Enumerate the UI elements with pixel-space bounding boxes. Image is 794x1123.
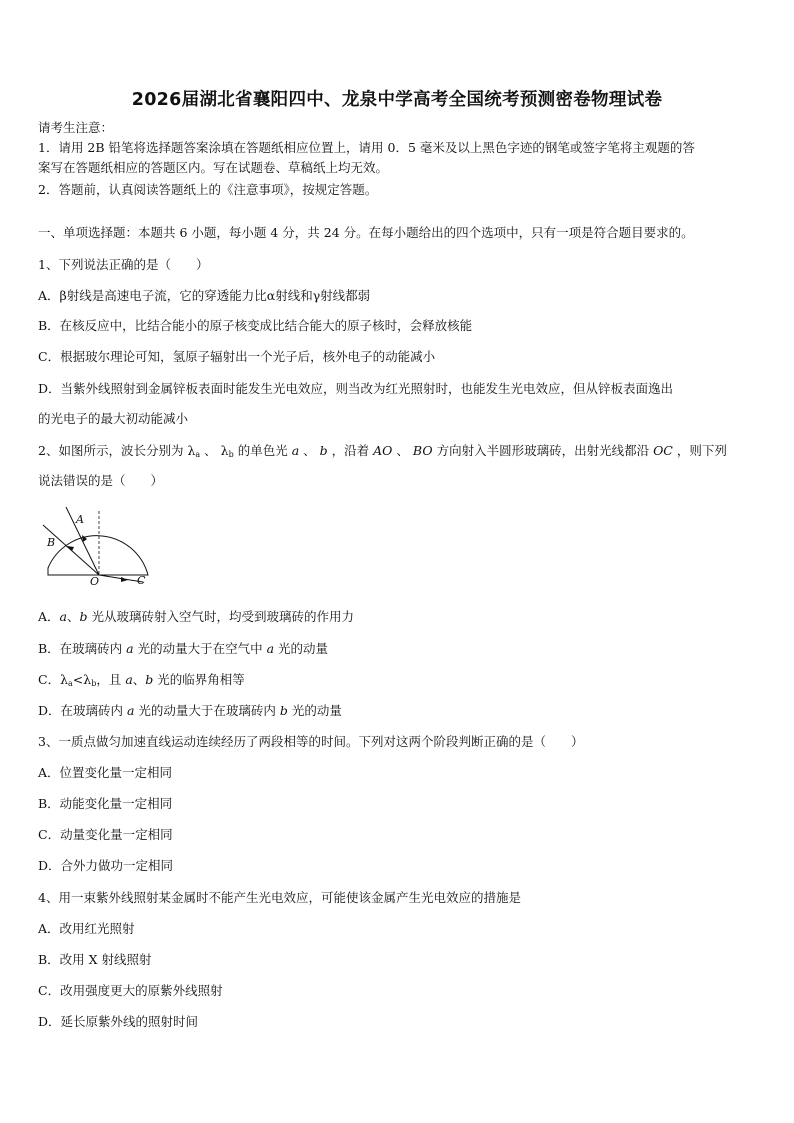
question-3-option-b: B．动能变化量一定相同 bbox=[38, 796, 173, 811]
question-3-stem: 3、一质点做匀加速直线运动连续经历了两段相等的时间。下列对这两个阶段判断正确的是（ ） bbox=[38, 734, 584, 749]
question-4-option-b: B．改用 X 射线照射 bbox=[38, 952, 152, 967]
q2-text: 方向射入半圆形玻璃砖，出射光线都沿 bbox=[436, 443, 650, 458]
question-1-option-d-line-1: D．当紫外线照射到金属锌板表面时能发生光电效应，则当改为红光照射时，也能发生光电效应，但从锌板表面逸出 bbox=[38, 381, 674, 396]
label-a: A bbox=[76, 513, 84, 526]
optics-diagram bbox=[38, 505, 158, 590]
question-2-stem-line-1 bbox=[38, 442, 758, 460]
question-2-stem-line-2: 说法错误的是（ ） bbox=[38, 473, 164, 488]
q2-text: 、 bbox=[303, 443, 316, 458]
question-4-option-a: A．改用红光照射 bbox=[38, 921, 135, 936]
q2-text: 、 bbox=[396, 443, 409, 458]
question-1-option-d-line-2: 的光电子的最大初动能减小 bbox=[38, 411, 189, 426]
section-heading: 一、单项选择题：本题共 6 小题，每小题 4 分，共 24 分。在每小题给出的四个选项中，只有一项是符合题目要求的。 bbox=[38, 225, 694, 240]
notice-item-1-line-1: 1．请用 2B 铅笔将选择题答案涂填在答题纸相应位置上，请用 0．5 毫米及以上黑色字迹的钢笔或签字笔将主观题的答 bbox=[38, 140, 695, 155]
ray-bo: BO bbox=[412, 443, 433, 458]
question-1-option-c: C．根据玻尔理论可知，氢原子辐射出一个光子后，核外电子的动能减小 bbox=[38, 349, 436, 364]
question-2-option-b: B．在玻璃砖内 a 光的动量大于在空气中 a 光的动量 bbox=[38, 641, 329, 656]
question-2-option-d: D．在玻璃砖内 a 光的动量大于在玻璃砖内 b 光的动量 bbox=[38, 703, 342, 718]
q2-text: 的单色光 bbox=[237, 443, 288, 458]
question-3-option-c: C．动量变化量一定相同 bbox=[38, 827, 173, 842]
q2-text: ，则下列 bbox=[676, 443, 727, 458]
q2-text: 2、如图所示，波长分别为 bbox=[38, 443, 184, 458]
semicircle-outline bbox=[48, 536, 148, 575]
question-2-option-a: A．a、b 光从玻璃砖射入空气时，均受到玻璃砖的作用力 bbox=[38, 609, 354, 624]
ray-b-arrow-icon bbox=[67, 546, 74, 551]
question-3-option-a: A．位置变化量一定相同 bbox=[38, 765, 173, 780]
question-4-stem: 4、用一束紫外线照射某金属时不能产生光电效应，可能使该金属产生光电效应的措施是 bbox=[38, 890, 521, 905]
light-a: a bbox=[291, 443, 300, 458]
notice-heading: 请考生注意： bbox=[38, 120, 114, 135]
semicircle-glass-figure bbox=[38, 505, 158, 593]
ray-ao: AO bbox=[373, 443, 393, 458]
lambda-a: $\lambda_a$ bbox=[187, 443, 201, 459]
label-b: B bbox=[47, 536, 56, 549]
question-1-stem: 1、下列说法正确的是（ ） bbox=[38, 257, 209, 272]
question-4-option-c: C．改用强度更大的原紫外线照射 bbox=[38, 983, 223, 998]
notice-item-2: 2．答题前，认真阅读答题纸上的《注意事项》，按规定答题。 bbox=[38, 182, 378, 197]
question-4-option-d: D．延长原紫外线的照射时间 bbox=[38, 1014, 199, 1029]
label-o: O bbox=[90, 575, 100, 588]
question-3-option-d: D．合外力做功一定相同 bbox=[38, 858, 174, 873]
label-c: C bbox=[137, 574, 146, 587]
page-title: 2026届湖北省襄阳四中、龙泉中学高考全国统考预测密卷物理试卷 bbox=[131, 90, 663, 110]
question-1-option-b: B．在核反应中，比结合能小的原子核变成比结合能大的原子核时，会释放核能 bbox=[38, 318, 473, 333]
lambda-b: $\lambda_b$ bbox=[220, 443, 234, 459]
light-b: b bbox=[319, 443, 328, 458]
notice-item-1-line-2: 案写在答题纸相应的答题区内。写在试题卷、草稿纸上均无效。 bbox=[38, 160, 389, 175]
q2-text: ，沿着 bbox=[331, 443, 370, 458]
ray-oc: OC bbox=[653, 443, 673, 458]
question-1-option-a: A．β射线是高速电子流，它的穿透能力比α射线和γ射线都弱 bbox=[38, 288, 371, 303]
q2-text: 、 bbox=[204, 443, 217, 458]
question-2-option-c: C．$\lambda_a<\lambda_b$，且 a、b 光的临界角相等 bbox=[38, 672, 245, 688]
